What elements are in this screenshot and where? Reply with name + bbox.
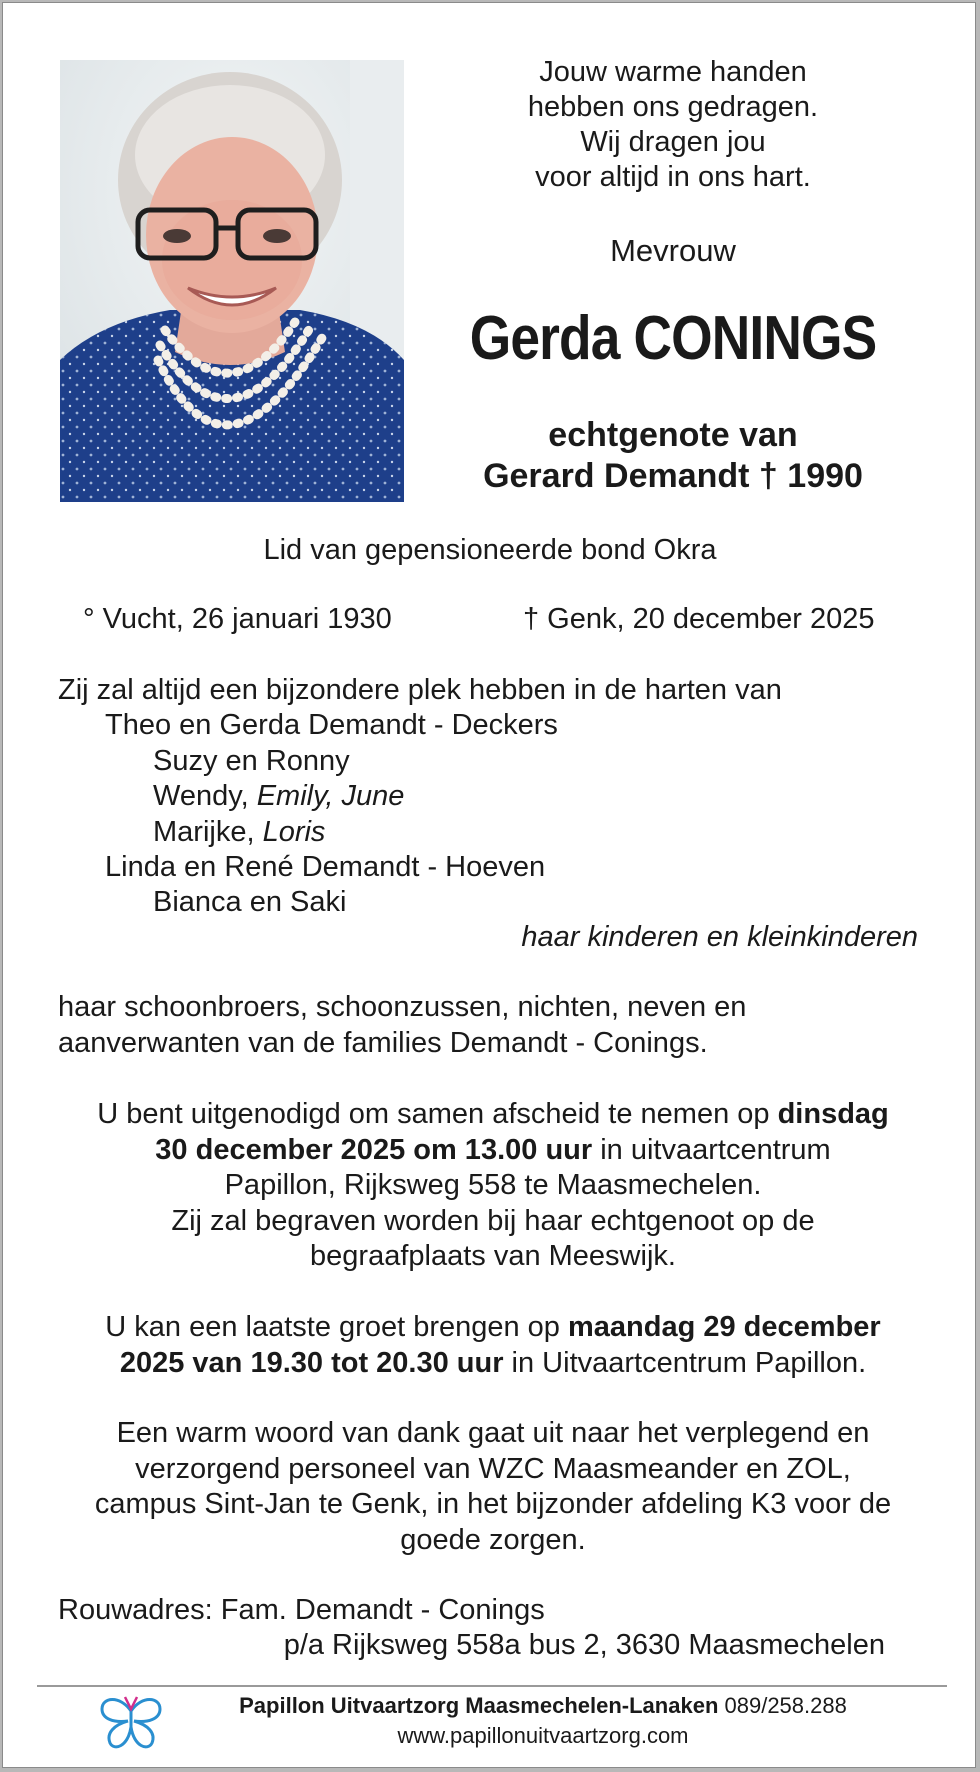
relatives-line: haar schoonbroers, schoonzussen, nichten, neven en <box>58 991 747 1023</box>
family-member <box>153 780 404 813</box>
farewell-text: U bent uitgenodigd om samen afscheid te nemen op <box>97 1098 778 1130</box>
farewell-text: in uitvaartcentrum <box>592 1133 831 1166</box>
spouse-line: Gerard Demandt † 1990 <box>483 457 863 495</box>
funeral-company: Papillon Uitvaartzorg Maasmechelen-Lanaken <box>239 1693 719 1718</box>
thanks-line: verzorgend personeel van WZC Maasmeander en ZOL, <box>135 1452 851 1485</box>
family-member: Linda en René Demandt - Hoeven <box>105 851 546 883</box>
mourning-address: Rouwadres: Fam. Demandt - Conings <box>58 1594 545 1626</box>
thanks <box>58 1416 928 1558</box>
visitation-time: 2025 van 19.30 tot 20.30 uur <box>119 1346 504 1379</box>
death-info: † Genk, 20 december 2025 <box>523 603 875 635</box>
relatives <box>58 990 928 1061</box>
thanks-line: goede zorgen. <box>400 1523 586 1556</box>
farewell-line <box>58 1097 928 1133</box>
family-signature: haar kinderen en kleinkinderen <box>521 921 918 953</box>
family-intro: Zij zal altijd een bijzondere plek hebben in de harten van <box>58 674 782 706</box>
verse-line: hebben ons gedragen. <box>527 91 819 123</box>
farewell-line: begraafplaats van Meeswijk. <box>310 1240 676 1272</box>
portrait-photo <box>60 60 404 502</box>
farewell-line <box>58 1133 928 1169</box>
grandchild-name: Marijke, <box>153 816 263 848</box>
farewell-line: Papillon, Rijksweg 558 te Maasmechelen. <box>224 1169 762 1201</box>
deceased-name: Gerda CONINGS <box>469 304 877 373</box>
verse-line: Wij dragen jou <box>580 126 766 158</box>
family-member: Suzy en Ronny <box>153 745 350 777</box>
thanks-line: Een warm woord van dank gaat uit naar het verplegend en <box>116 1417 870 1449</box>
spouse-line: echtgenote van <box>548 416 798 454</box>
family-member: Theo en Gerda Demandt - Deckers <box>105 709 558 741</box>
visitation-line <box>58 1310 928 1346</box>
relatives-line: aanverwanten van de families Demandt - Conings. <box>58 1026 708 1059</box>
visitation-date: maandag 29 december <box>568 1311 881 1343</box>
funeral-phone: 089/258.288 <box>718 1693 847 1718</box>
birth-info: ° Vucht, 26 januari 1930 <box>83 603 392 635</box>
visitation-info <box>58 1310 928 1381</box>
footer <box>173 1691 913 1751</box>
butterfly-logo-icon <box>98 1693 164 1751</box>
family-member: Bianca en Saki <box>153 886 347 918</box>
great-grandchildren: Emily, June <box>256 780 405 812</box>
visitation-line <box>58 1346 928 1382</box>
portrait-illustration <box>60 60 404 502</box>
farewell-day: dinsdag <box>777 1098 889 1130</box>
verse-line: voor altijd in ons hart. <box>535 161 811 193</box>
footer-divider <box>37 1685 947 1687</box>
funeral-website[interactable]: www.papillonuitvaartzorg.com <box>397 1723 689 1748</box>
obituary-card <box>2 2 976 1768</box>
visitation-text: in Uitvaartcentrum Papillon. <box>503 1346 867 1379</box>
footer-contact <box>173 1691 913 1721</box>
farewell-datetime: 30 december 2025 om 13.00 uur <box>155 1133 593 1166</box>
verse-line: Jouw warme handen <box>539 56 807 88</box>
verse <box>433 55 913 195</box>
thanks-line: campus Sint-Jan te Genk, in het bijzonder afdeling K3 voor de <box>94 1488 892 1520</box>
spouse-info <box>433 415 913 497</box>
family-member <box>153 816 325 849</box>
membership: Lid van gepensioneerde bond Okra <box>263 534 717 566</box>
great-grandchildren: Loris <box>262 816 326 848</box>
visitation-text: U kan een laatste groet brengen op <box>105 1311 568 1343</box>
grandchild-name: Wendy, <box>153 780 257 812</box>
farewell-info <box>58 1097 928 1275</box>
farewell-line: Zij zal begraven worden bij haar echtgenoot op de <box>171 1204 815 1237</box>
mourning-address-line2: p/a Rijksweg 558a bus 2, 3630 Maasmechelen <box>283 1629 885 1661</box>
honorific: Mevrouw <box>610 233 736 268</box>
